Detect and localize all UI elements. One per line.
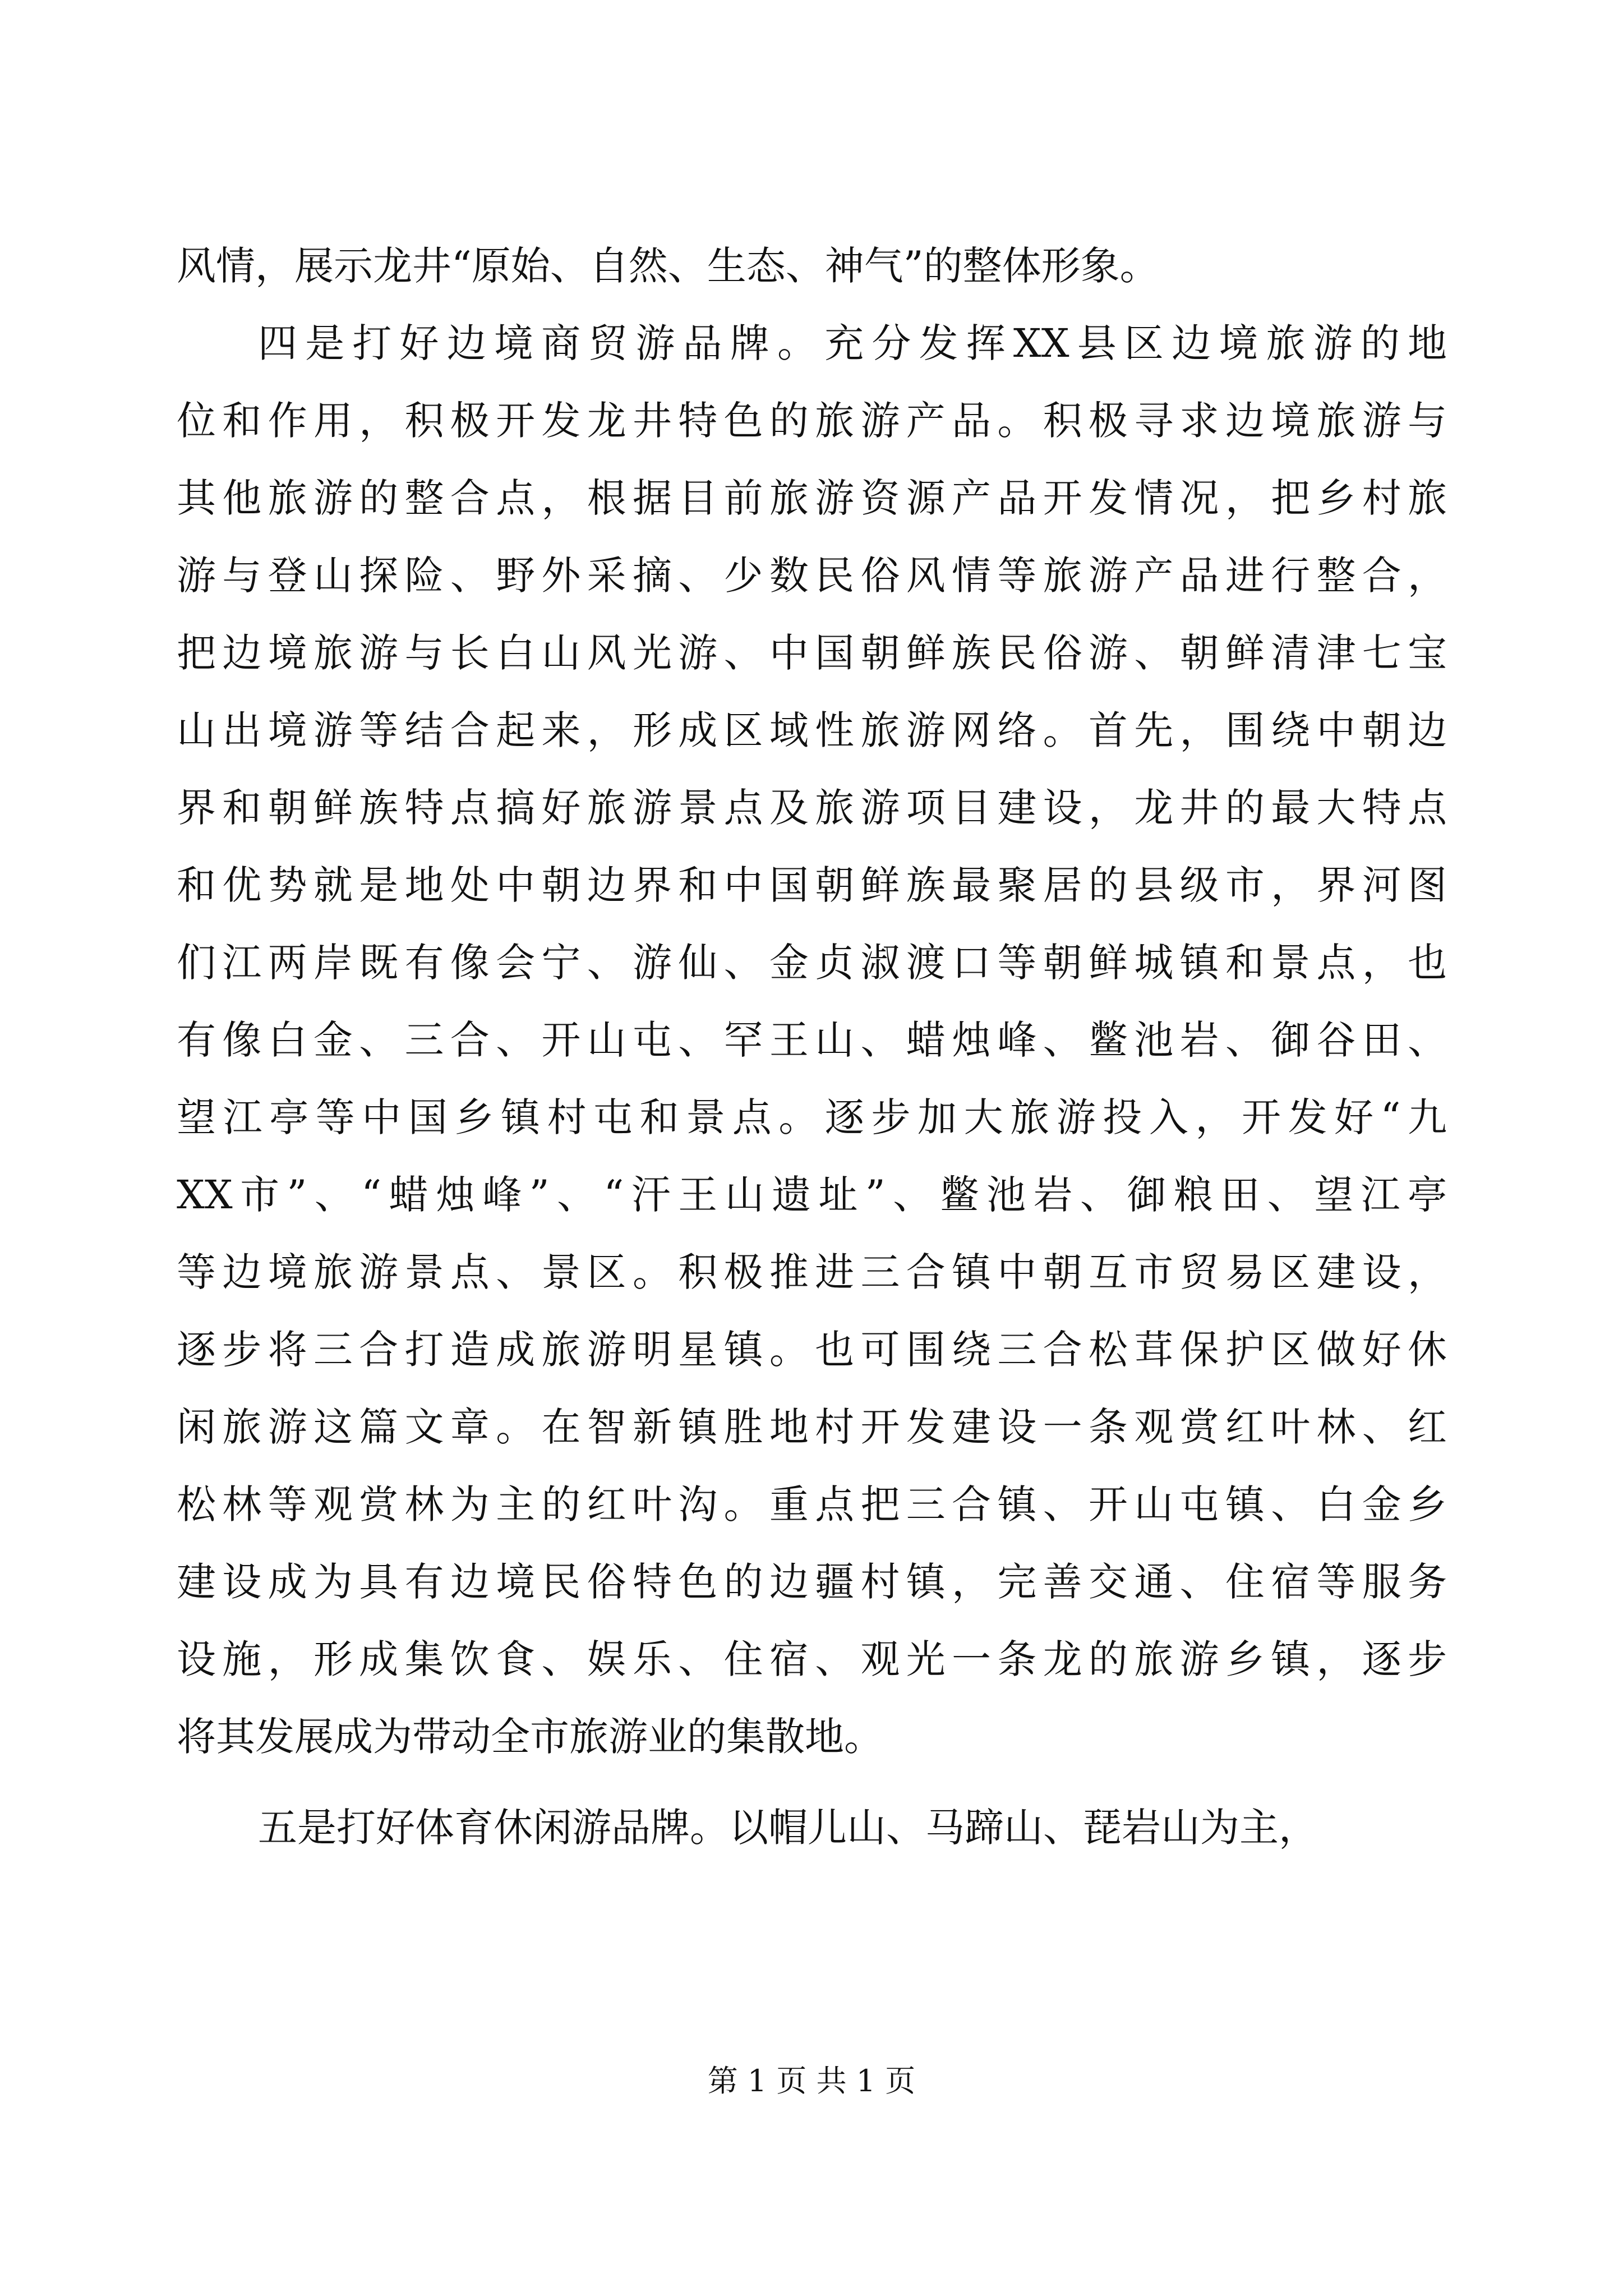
text-line: 有像白金、三合、开山屯、罕王山、蜡烛峰、鳖池岩、御谷田、 bbox=[177, 1017, 1447, 1063]
text-line: 界和朝鲜族特点搞好旅游景点及旅游项目建设，龙井的最大特点 bbox=[177, 785, 1447, 831]
text-line: 风情，展示龙井“原始、自然、生态、神气”的整体形象。 bbox=[177, 243, 1159, 289]
text-line: 们江两岸既有像会宁、游仙、金贞淑渡口等朝鲜城镇和景点，也 bbox=[177, 940, 1447, 986]
text-line: 闲旅游这篇文章。在智新镇胜地村开发建设一条观赏红叶林、红 bbox=[177, 1404, 1447, 1450]
document-body bbox=[177, 227, 1447, 1866]
text-line: 山出境游等结合起来，形成区域性旅游网络。首先，围绕中朝边 bbox=[177, 707, 1447, 753]
paragraph-gap bbox=[177, 1775, 1447, 1789]
paragraph bbox=[177, 1789, 1447, 1866]
paragraph bbox=[177, 227, 1447, 305]
page-footer: 第 1 页 共 1 页 bbox=[707, 2063, 916, 2099]
text-line: 等边境旅游景点、景区。积极推进三合镇中朝互市贸易区建设， bbox=[177, 1249, 1447, 1295]
text-line: 设施，形成集饮食、娱乐、住宿、观光一条龙的旅游乡镇，逐步 bbox=[177, 1636, 1447, 1682]
text-line: 逐步将三合打造成旅游明星镇。也可围绕三合松茸保护区做好休 bbox=[177, 1327, 1447, 1373]
text-line: 建设成为具有边境民俗特色的边疆村镇，完善交通、住宿等服务 bbox=[177, 1559, 1447, 1605]
text-line: 把边境旅游与长白山风光游、中国朝鲜族民俗游、朝鲜清津七宝 bbox=[177, 630, 1447, 676]
paragraph bbox=[177, 305, 1447, 1775]
text-line: 四是打好边境商贸游品牌。充分发挥XX县区边境旅游的地 bbox=[258, 320, 1447, 366]
text-line: 望江亭等中国乡镇村屯和景点。逐步加大旅游投入，开发好“九 bbox=[177, 1094, 1447, 1140]
text-line: XX市”、“蜡烛峰”、“汗王山遗址”、鳖池岩、御粮田、望江亭 bbox=[177, 1172, 1447, 1218]
text-line: 其他旅游的整合点，根据目前旅游资源产品开发情况，把乡村旅 bbox=[177, 475, 1447, 521]
text-line: 将其发展成为带动全市旅游业的集散地。 bbox=[177, 1714, 883, 1760]
text-line: 五是打好体育休闲游品牌。以帽儿山、马蹄山、琵岩山为主， bbox=[258, 1805, 1318, 1851]
text-line: 和优势就是地处中朝边界和中国朝鲜族最聚居的县级市，界河图 bbox=[177, 862, 1447, 908]
text-line: 松林等观赏林为主的红叶沟。重点把三合镇、开山屯镇、白金乡 bbox=[177, 1481, 1447, 1527]
text-line: 游与登山探险、野外采摘、少数民俗风情等旅游产品进行整合， bbox=[177, 553, 1447, 599]
text-line: 位和作用，积极开发龙井特色的旅游产品。积极寻求边境旅游与 bbox=[177, 398, 1447, 444]
